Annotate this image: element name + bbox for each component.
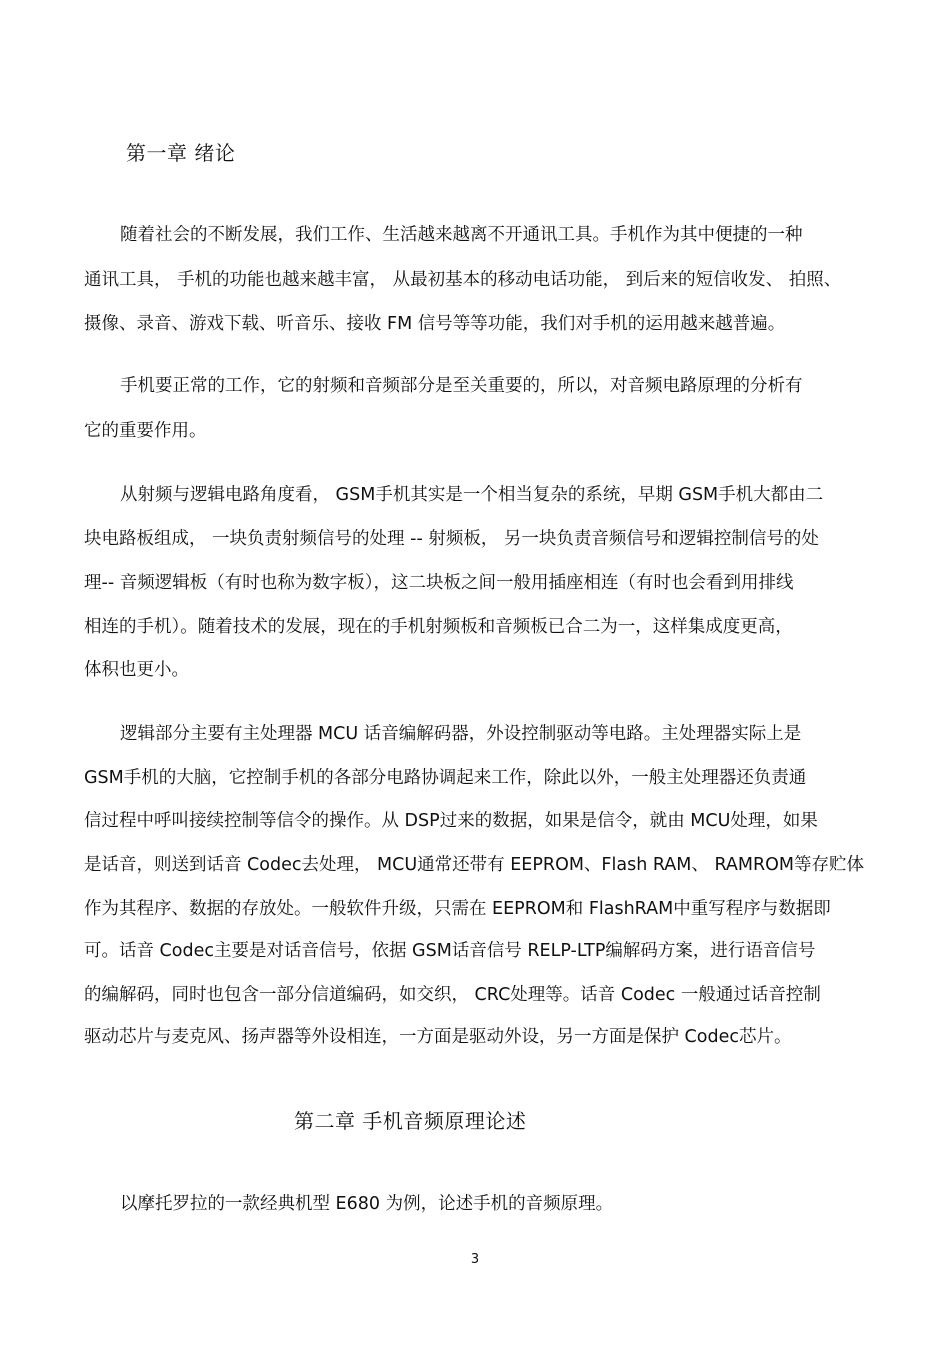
paragraph-3-line-4: 相连的手机）。随着技术的发展，现在的手机射频板和音频板已合二为一，这样集成度更高， bbox=[84, 617, 793, 637]
chapter-2-heading: 第二章 手机音频原理论述 bbox=[294, 1109, 527, 1133]
paragraph-3-line-2: 块电路板组成， 一块负责射频信号的处理 -- 射频板， 另一块负责音频信号和逻辑控制信号的处 bbox=[84, 529, 819, 549]
paragraph-2-line-2: 它的重要作用。 bbox=[84, 421, 207, 441]
paragraph-4-line-6: 可。话音 Codec主要是对话音信号，依据 GSM话音信号 RELP-LTP编解码方案，进行语音信号 bbox=[84, 941, 816, 961]
paragraph-3-line-5: 体积也更小。 bbox=[84, 660, 189, 680]
paragraph-3-line-1: 从射频与逻辑电路角度看， GSM手机其实是一个相当复杂的系统，早期 GSM手机大都由二 bbox=[120, 485, 824, 505]
paragraph-2-line-1: 手机要正常的工作，它的射频和音频部分是至关重要的，所以，对音频电路原理的分析有 bbox=[120, 376, 803, 396]
paragraph-4-line-2: GSM手机的大脑，它控制手机的各部分电路协调起来工作，除此以外，一般主处理器还负责通 bbox=[84, 768, 807, 788]
page-number: 3 bbox=[470, 1252, 480, 1267]
chapter-2-intro: 以摩托罗拉的一款经典机型 E680 为例，论述手机的音频原理。 bbox=[120, 1194, 614, 1214]
paragraph-1-line-2: 通讯工具， 手机的功能也越来越丰富， 从最初基本的移动电话功能， 到后来的短信收发、 拍照、 bbox=[84, 270, 842, 290]
paragraph-4-line-3: 信过程中呼叫接续控制等信令的操作。从 DSP过来的数据，如果是信令，就由 MCU处理，如果 bbox=[84, 811, 818, 831]
paragraph-4-line-5: 作为其程序、数据的存放处。一般软件升级，只需在 EEPROM和 FlashRAM中重写程序与数据即 bbox=[84, 899, 831, 919]
paragraph-1-line-1: 随着社会的不断发展，我们工作、生活越来越离不开通讯工具。手机作为其中便捷的一种 bbox=[120, 225, 803, 245]
paragraph-1-line-3: 摄像、录音、游戏下载、听音乐、接收 FM 信号等等功能，我们对手机的运用越来越普遍。 bbox=[84, 314, 786, 334]
chapter-1-heading: 第一章 绪论 bbox=[126, 141, 236, 165]
paragraph-4-line-7: 的编解码，同时也包含一部分信道编码，如交织， CRC处理等。话音 Codec 一般通过话音控制 bbox=[84, 985, 821, 1005]
paragraph-4-line-4: 是话音，则送到话音 Codec去处理， MCU通常还带有 EEPROM、Flash RAM、 RAMROM等存贮体 bbox=[84, 855, 864, 875]
paragraph-4-line-1: 逻辑部分主要有主处理器 MCU 话音编解码器，外设控制驱动等电路。主处理器实际上是 bbox=[120, 724, 802, 744]
paragraph-4-line-8: 驱动芯片与麦克风、扬声器等外设相连，一方面是驱动外设，另一方面是保护 Codec芯片。 bbox=[84, 1027, 792, 1047]
paragraph-3-line-3: 理-- 音频逻辑板（有时也称为数字板），这二块板之间一般用插座相连（有时也会看到用排线 bbox=[84, 573, 794, 593]
